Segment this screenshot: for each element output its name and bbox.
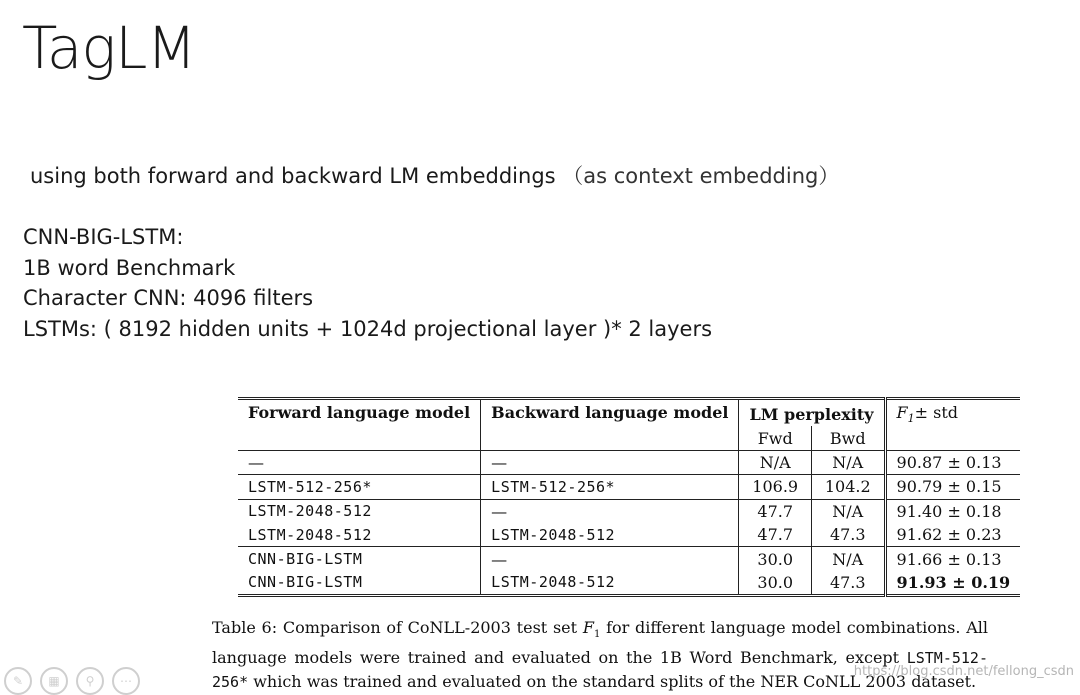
cell-bwd: 47.3 <box>811 523 885 547</box>
caption-mono: LSTM-512-256* <box>212 649 988 692</box>
cell-fwd: N/A <box>739 450 811 474</box>
cell-forward: CNN-BIG-LSTM <box>238 547 481 571</box>
slide-title: TagLM <box>22 14 196 82</box>
f1-std: ± std <box>914 403 959 422</box>
header-backward: Backward language model <box>481 399 739 451</box>
cell-backward: LSTM-2048-512 <box>481 523 739 547</box>
caption-text-c: which was trained and evaluated on the standard splits of the NER CoNLL 2003 dataset. <box>253 672 977 692</box>
f1-symbol: F <box>896 403 908 422</box>
caption-text-b: for different language model combinations. All language models were trained and evaluated on the 1B Word Benchmark, except <box>212 618 988 668</box>
cell-forward: LSTM-2048-512 <box>238 523 481 547</box>
table-row <box>238 475 1020 499</box>
f1-sub: 1 <box>907 412 915 426</box>
cell-bwd: N/A <box>811 499 885 523</box>
caption-text-a: Comparison of CoNLL-2003 test set <box>282 618 578 637</box>
detail-line: 1B word Benchmark <box>23 255 236 280</box>
table-caption <box>212 616 988 694</box>
header-fwd: Fwd <box>739 426 811 450</box>
more-icon[interactable]: ⋯ <box>112 667 140 695</box>
cell-backward: — <box>481 499 739 523</box>
cell-f1: 91.93 ± 0.19 <box>896 572 1011 592</box>
caption-f-symbol: F <box>582 618 594 637</box>
cell-bwd: 104.2 <box>811 475 885 499</box>
cell-bwd: N/A <box>811 450 885 474</box>
cell-forward: LSTM-512-256* <box>238 475 481 499</box>
cell-fwd: 30.0 <box>739 571 811 596</box>
table-row <box>238 571 1020 596</box>
table-row <box>238 523 1020 547</box>
slide-controls <box>4 667 140 695</box>
slide-subtitle <box>30 160 839 190</box>
slides-icon[interactable]: ▦ <box>40 667 68 695</box>
cell-f1: 91.66 ± 0.13 <box>885 547 1020 571</box>
cell-forward: — <box>238 450 481 474</box>
cell-fwd: 30.0 <box>739 547 811 571</box>
cell-f1: 91.40 ± 0.18 <box>885 499 1020 523</box>
cell-fwd: 47.7 <box>739 499 811 523</box>
cell-fwd: 47.7 <box>739 523 811 547</box>
watermark: https://blog.csdn.net/fellong_csdn <box>853 664 1074 679</box>
cell-fwd: 106.9 <box>739 475 811 499</box>
subtitle-paren-open: （ <box>562 164 584 188</box>
model-details <box>23 222 712 344</box>
table-row <box>238 499 1020 523</box>
cell-f1: 90.87 ± 0.13 <box>885 450 1020 474</box>
subtitle-note: as context embedding <box>583 164 819 188</box>
detail-line: CNN-BIG-LSTM: <box>23 225 184 249</box>
results-table <box>238 397 1020 597</box>
cell-backward: — <box>481 547 739 571</box>
cell-bwd: 47.3 <box>811 571 885 596</box>
cell-backward: LSTM-2048-512 <box>481 571 739 596</box>
header-f1 <box>885 399 1020 451</box>
header-perplexity: LM perplexity <box>739 399 885 427</box>
detail-line: LSTMs: ( 8192 hidden units + 1024d projectional layer )* 2 layers <box>23 316 713 341</box>
cell-backward: — <box>481 450 739 474</box>
detail-line: Character CNN: 4096 filters <box>23 286 314 310</box>
table-row <box>238 547 1020 571</box>
cell-backward: LSTM-512-256* <box>481 475 739 499</box>
cell-f1: 90.79 ± 0.15 <box>885 475 1020 499</box>
subtitle-text: using both forward and backward LM embeddings <box>30 164 556 188</box>
caption-label: Table 6: <box>212 618 278 637</box>
pen-icon[interactable]: ✎ <box>4 667 32 695</box>
cell-forward: CNN-BIG-LSTM <box>238 571 481 596</box>
cell-f1: 91.62 ± 0.23 <box>896 525 1002 545</box>
cell-bwd: N/A <box>811 547 885 571</box>
table-row <box>238 450 1020 474</box>
cell-forward: LSTM-2048-512 <box>238 499 481 523</box>
header-forward: Forward language model <box>238 399 481 451</box>
subtitle-paren-close: ） <box>818 164 840 188</box>
caption-f-sub: 1 <box>593 629 601 641</box>
zoom-icon[interactable]: ⚲ <box>76 667 104 695</box>
header-bwd: Bwd <box>811 426 885 450</box>
